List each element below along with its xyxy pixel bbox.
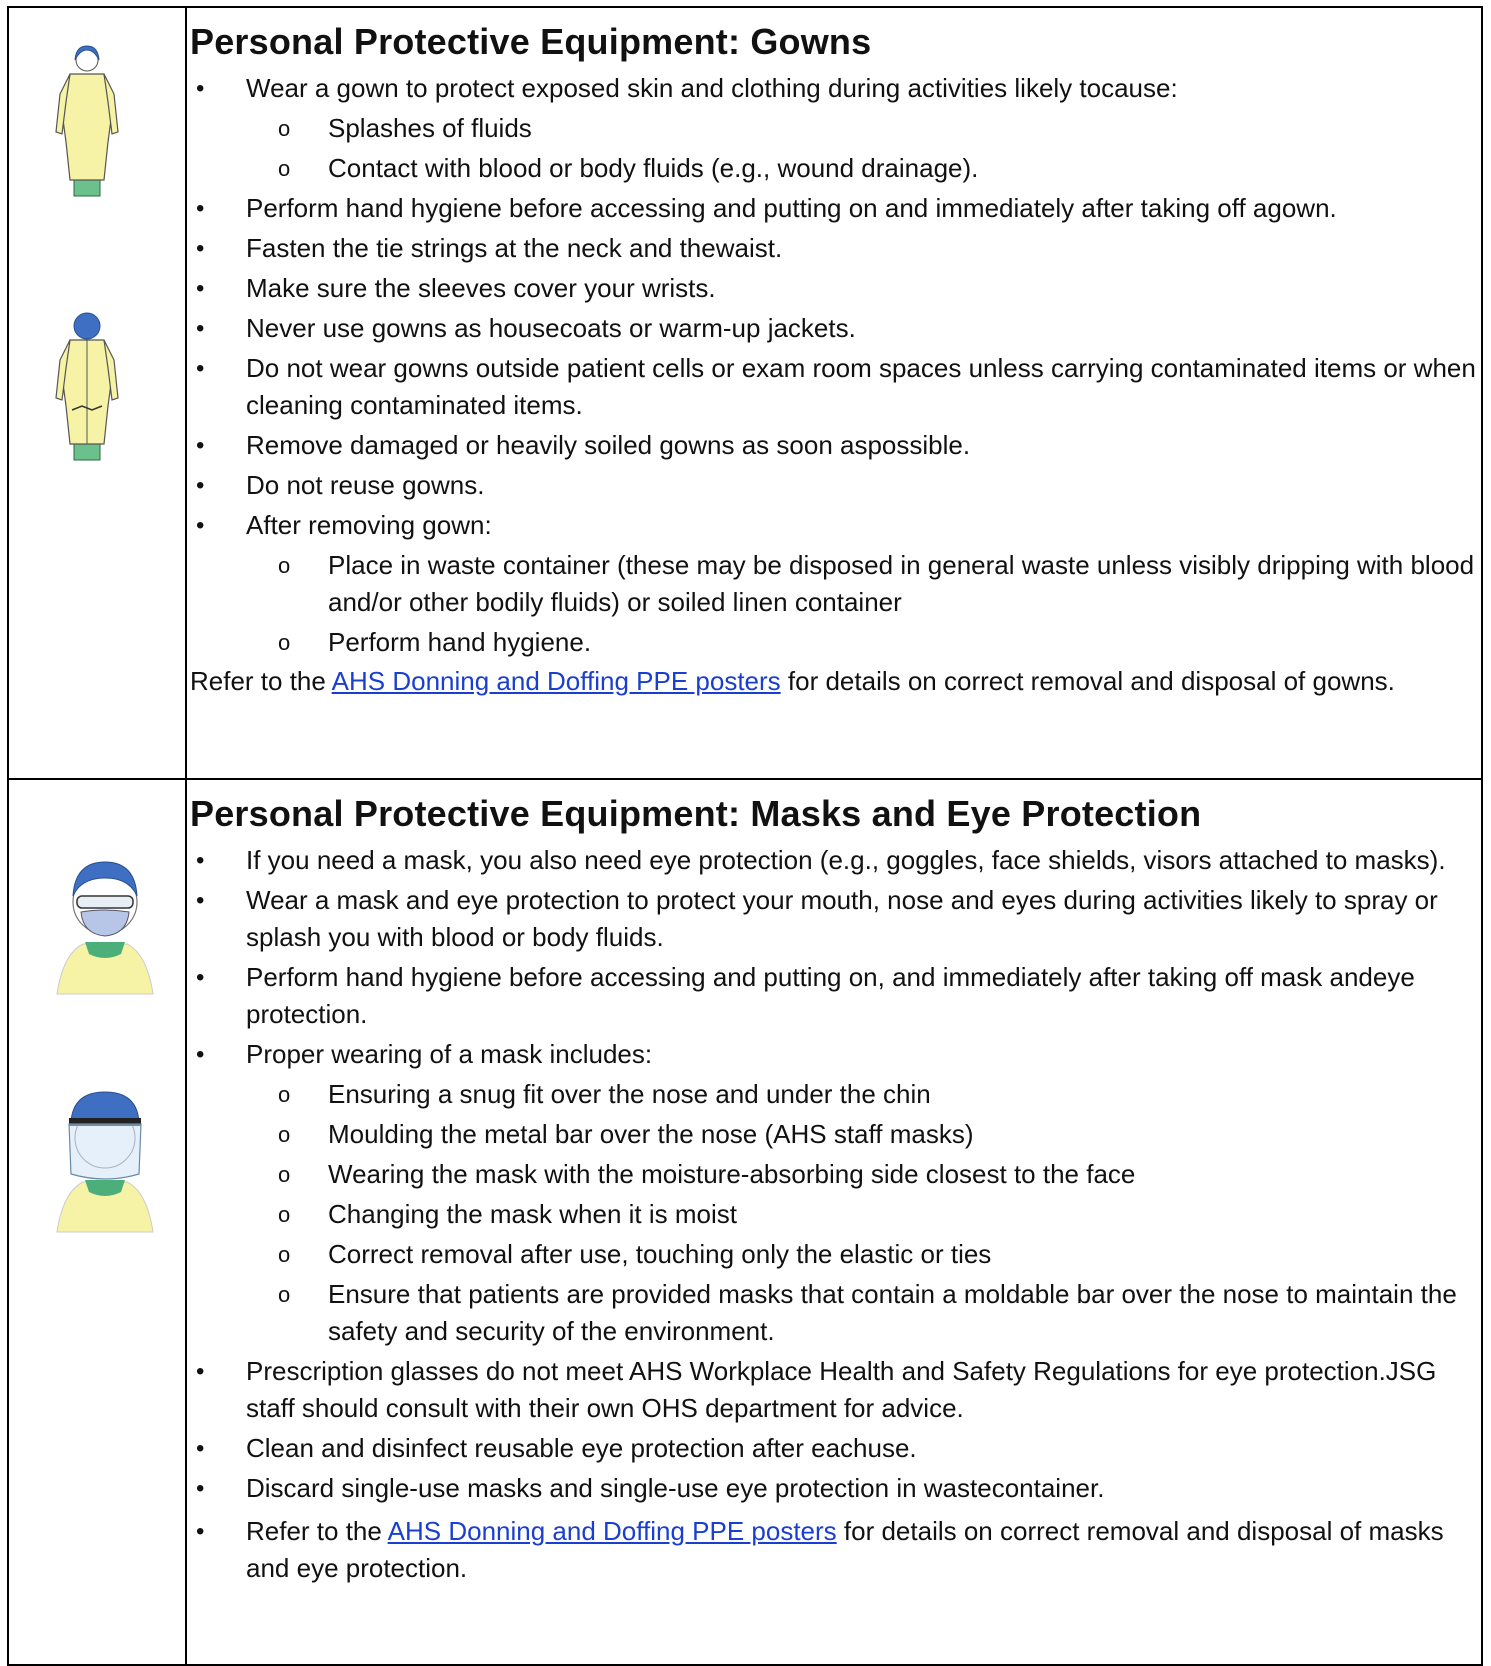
row-divider [9,778,1481,780]
item-text: Wear a gown to protect exposed skin and clothing during activities likely tocause: [246,73,1178,103]
item-text: If you need a mask, you also need eye protection (e.g., goggles, face shields, visors attached to masks). [246,845,1446,875]
bullet-marker: • [196,235,205,262]
item-text: Never use gowns as housecoats or warm-up jackets. [246,313,856,343]
face-shield-icon [55,1088,155,1236]
section-title: Personal Protective Equipment: Gowns [190,21,872,62]
bullet-marker: • [196,315,205,342]
bullet-marker: • [196,195,205,222]
list-item [190,70,1480,107]
list-item [190,427,1480,464]
column-divider [185,8,187,1664]
item-text: Perform hand hygiene before accessing and putting on, and immediately after taking off mask andeye protection. [246,962,1415,1029]
bullet-marker: • [196,964,205,991]
list-item [190,467,1480,504]
item-text: Remove damaged or heavily soiled gowns as soon aspossible. [246,430,971,460]
item-text: Wear a mask and eye protection to protect your mouth, nose and eyes during activities likely to spray or splash you with blood or body fluids. [246,885,1438,952]
circle-marker: o [278,1282,291,1307]
item-text: Fasten the tie strings at the neck and thewaist. [246,233,783,263]
list-item: • Refer to the AHS Donning and Doffing PPE posters for details on correct removal and disposal of masks and eye protection. [190,1513,1480,1587]
item-text: Perform hand hygiene before accessing and putting on and immediately after taking off agown. [246,193,1337,223]
bullet-marker: • [196,1475,205,1502]
circle-marker: o [278,156,291,181]
section-title: Personal Protective Equipment: Masks and Eye Protection [190,793,1202,834]
bullet-marker: • [196,1518,205,1545]
circle-marker: o [278,116,291,141]
circle-marker: o [278,630,291,655]
sub-list-item [190,1076,1480,1113]
gowns-section [190,20,1480,700]
gowns-list [190,70,1480,661]
bullet-marker: • [196,1358,205,1385]
ppe-posters-link[interactable]: AHS Donning and Doffing PPE posters [331,666,781,696]
list-item [190,1036,1480,1073]
item-text: Place in waste container (these may be disposed in general waste unless visibly dripping with blood and/or other bodily fluids) or soiled linen container [328,550,1475,617]
list-item [190,1470,1480,1507]
sub-list-item [190,1156,1480,1193]
item-text: Ensure that patients are provided masks that contain a moldable bar over the nose to maintain the safety and security of the environment. [328,1279,1457,1346]
item-text: Make sure the sleeves cover your wrists. [246,273,716,303]
bullet-marker: • [196,1041,205,1068]
bullet-marker: • [196,887,205,914]
item-text: Splashes of fluids [328,113,532,143]
gown-front-icon [52,42,122,202]
circle-marker: o [278,1202,291,1227]
list-item [190,882,1480,956]
list-item [190,310,1480,347]
gowns-footer: Refer to the AHS Donning and Doffing PPE posters for details on correct removal and disposal of gowns. [190,666,1395,696]
gown-back-icon [52,306,122,466]
bullet-marker: • [196,512,205,539]
bullet-marker: • [196,75,205,102]
item-text: Contact with blood or body fluids (e.g., wound drainage). [328,153,979,183]
bullet-marker: • [196,1435,205,1462]
list-item [190,1353,1480,1427]
item-text: Correct removal after use, touching only the elastic or ties [328,1239,992,1269]
mask-goggles-icon [55,856,155,998]
list-item [190,507,1480,544]
list-item [190,959,1480,1033]
list-item [190,270,1480,307]
bullet-marker: • [196,472,205,499]
item-text: Wearing the mask with the moisture-absorbing side closest to the face [328,1159,1136,1189]
sub-list-item [190,1236,1480,1273]
list-item [190,230,1480,267]
sub-list-item [190,150,1480,187]
bullet-marker: • [196,847,205,874]
item-text: Clean and disinfect reusable eye protection after eachuse. [246,1433,917,1463]
sub-list-item [190,624,1480,661]
masks-section [190,792,1480,1587]
sub-list-item [190,1196,1480,1233]
sub-list-item [190,547,1480,621]
item-text: Perform hand hygiene. [328,627,592,657]
item-text: Changing the mask when it is moist [328,1199,737,1229]
list-item [190,350,1480,424]
sub-list-item [190,1276,1480,1350]
item-text: Discard single-use masks and single-use eye protection in wastecontainer. [246,1473,1105,1503]
sub-list-item [190,1116,1480,1153]
bullet-marker: • [196,275,205,302]
list-item [190,1430,1480,1467]
item-text: Ensuring a snug fit over the nose and under the chin [328,1079,931,1109]
circle-marker: o [278,1242,291,1267]
item-text: Proper wearing of a mask includes: [246,1039,653,1069]
item-text: After removing gown: [246,510,492,540]
list-item [190,842,1480,879]
circle-marker: o [278,1082,291,1107]
item-text: Prescription glasses do not meet AHS Workplace Health and Safety Regulations for eye protection.JSG staff should consult with their own OHS department for advice. [246,1356,1437,1423]
list-item [190,190,1480,227]
item-text: Moulding the metal bar over the nose (AHS staff masks) [328,1119,974,1149]
masks-list [190,842,1480,1507]
item-text: Do not wear gowns outside patient cells or exam room spaces unless carrying contaminated items or when cleaning contaminated items. [246,353,1476,420]
item-text: Do not reuse gowns. [246,470,485,500]
circle-marker: o [278,553,291,578]
circle-marker: o [278,1122,291,1147]
ppe-posters-link[interactable]: AHS Donning and Doffing PPE posters [387,1516,837,1546]
bullet-marker: • [196,432,205,459]
sub-list-item [190,110,1480,147]
bullet-marker: • [196,355,205,382]
circle-marker: o [278,1162,291,1187]
